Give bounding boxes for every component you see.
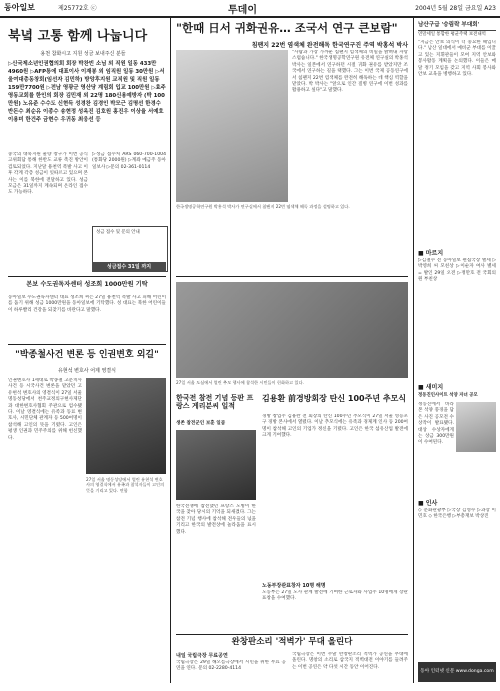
- obituary-section-title: ■ 마르지: [418, 250, 444, 257]
- personnel-body-text: ◇ 문화관광부 ▷국장 김영수 ▷과장 이민호 ◇ 한국은행 ▷부총재보 박상진: [418, 508, 496, 520]
- left-subhead: 용천 참화시고 지원 성금 보내주신 분들: [40, 51, 126, 57]
- right-column-subhead: 연말세일 통합한 평균주택 보전내역: [418, 32, 486, 37]
- pansori-body-text: 국립극장은 이번 주말 완창판소리 적벽가 공연을 무대에 올린다. 명창의 소리로 삼국지 적벽대전 이야기를 들려주는 이번 공연은 약 다섯 시간 동안 이어진다.: [292, 652, 408, 670]
- veteran-headline: 한국전 참전 기념 등판 프랑스 게리분씨 일적: [176, 394, 254, 411]
- veteran-body-text: 한국전쟁에 참전했던 프랑스 노병이 한국을 찾아 당시의 기억을 되새겼다. 그는 참전 기념 행사에 참석해 전우들의 넋을 기리고 한국의 발전상에 놀라움을 표시했다.: [176, 504, 256, 535]
- scientist-photo-caption: 한국생명공학연구원 박홍석 박사가 연구실에서 침팬지 22번 염색체 해독 과정을 설명하고 있다.: [176, 204, 350, 209]
- contest-body-text: 정동진에서 바라본 석양 풍경을 담은 사진 공모전 수상작이 발표됐다. 대상 수상자에게는 상금 300만원이 수여된다.: [418, 402, 454, 446]
- memorial-body-text: 경방 창업주 김용완 전 회장의 탄신 100주년 추모식이 27일 서울 영등포구 경방 본사에서 열렸다. 이날 추모식에는 유족과 경제계 인사 등 200여명이 참석해 고인의 기업가 정신을 기렸다. 고인은 한국 섬유산업 발전에 크게 기여했다.: [262, 414, 408, 439]
- donor-list: ▷신국제소년인권협의회 회장 박찬빈 소님 외 직원 일동 433만4960원 ▷AFP통에 대표이사 이재봉 외 임직원 일동 30만원 ▷서울여대총동창회(임선자 김민하) 방앙후지원 교직원 및 직원 일동 159만7700원 ▷전남 영광군 영산당 계림회 입교 100만원 ▷효주 영동교회를 한인의 회장 김민재 외 22명 180신용예방자 (박 100만원) 노유준 수수도 신현득 성경찬 김경인 박모근 김명선 한경수 반돈수 최순유 이종수 송현정 성옥진 김호원 홍진우 이상율 서예호 이용미 한건주 금현수 우귀동 최웅선 등: [8, 61, 166, 123]
- divider: [176, 634, 408, 635]
- left-bottom-subhead: 유현석 변호사 어제 영결식: [58, 368, 116, 374]
- center-top-body-text: "사람과 가장 가까운 침팬지 염색체의 비밀을 밝혀내 자랑스럽습니다." 한국생명공학연구원 유전체 연구실의 박홍석 박사는 일본에서 연구하던 시절 귀화 권유를 받았지만 조국에서 연구하는 길을 택했다. 그는 이번 국제 공동연구에서 침팬지 22번 염색체를 완전히 해독하는 데 핵심 역할을 맡았다. 박 박사는 "앞으로 인간 질병 연구에 이번 성과를 활용하고 싶다"고 말했다.: [292, 50, 408, 94]
- award-headline: 노동부장관표창자 10명 해명: [262, 583, 326, 589]
- right-column-headline: 남산구급 '숭림락 부대회': [418, 20, 496, 31]
- left-bottom-headline: "박종철사건 변론 등 인권변호 외길": [15, 350, 159, 360]
- left-bottom-body-text: 인권변호사 1세대로 박종철 고문치사 사건 등 시국사건 변론을 맡았던 고 유현석 변호사의 영결식이 27일 서울 명동성당에서 천주교정의구현사제단과 대한변호사협회 주관으로 엄수됐다. 이날 영결식에는 유족과 동료 변호사, 시민단체 관계자 등 500여명이 참석해 고인의 뜻을 기렸다. 고인은 평생 인권과 민주주의를 위해 헌신했다.: [8, 378, 82, 441]
- theater-body-text: 국립극장은 29일 해오름극장에서 시민을 위한 무료 공연을 연다. 문의 02-2280-4114: [176, 660, 286, 672]
- left-headline: 북녘 고통 함께 나눕니다: [8, 29, 148, 44]
- memorial-photo-caption: 27일 서울 도심에서 열린 추모 행사에 참석한 시민들이 헌화하고 있다.: [176, 380, 304, 385]
- column-divider: [413, 18, 414, 683]
- personnel-section-title: ■ 인사: [418, 500, 438, 507]
- donation-notice-box: 성금 접수 및 문의 안내: [92, 226, 168, 272]
- publication-name: 동아일보: [4, 3, 35, 12]
- theater-headline: 내일 국립극장 무료공연: [176, 653, 228, 659]
- funeral-photo-caption: 27일 서울 명동성당에서 열린 유현석 변호사의 영결식에서 유족과 참석자들이 고인의 뜻을 기리고 있다. 연합: [86, 477, 165, 493]
- veteran-subhead: 생존 참전군인 보훈 일곱: [176, 421, 226, 426]
- memorial-headline: 김용환 前경방회장 탄신 100주년 추모식: [262, 394, 407, 403]
- issue-number: 제25772호 ⓒ: [58, 5, 97, 12]
- memorial-event-photo: [176, 282, 408, 378]
- veteran-photo: [176, 430, 256, 500]
- divider: [8, 344, 166, 345]
- deadline-banner: 성금접수 31일 까지: [92, 262, 166, 272]
- column-divider: [170, 18, 171, 683]
- award-body-text: 노동부는 27일 노사 관계 발전에 기여한 근로자와 사업주 10명에게 장관 표창을 수여했다.: [262, 590, 408, 602]
- right-column-body-text: "지금은 안보 의식이 더 중요한 때입니다." 남산 일대에서 예비군 부대를 이끌고 있는 지휘관들이 모여 지역 안보와 봉사활동 계획을 논의했다. 이들은 매달 정기 모임을 갖고 지역 사회 봉사와 안보 교육을 병행하고 있다.: [418, 40, 496, 78]
- obituary-body-text: ▷김철수 전 동아일보 편집국장 별세 ▷박영희 씨 모친상 ▷이순자 여사 별세 = 발인 29일 오전 ▷정만호 전 국회의원 부친상: [418, 258, 496, 283]
- funeral-photo: [86, 378, 166, 474]
- center-top-headline: "한때 日서 귀화권유… 조국서 연구 큰보람": [176, 21, 398, 35]
- portrait-photo: [456, 402, 496, 452]
- left-body-text: 중국의 대북지원 물량 창구가 이번 공식 고위회담 통해 한반도 교류 촉진 방안이 검토되었다. 지난달 용천역 폭발 사고 이후 각계 각층 성금이 잇따르고 있으며 본사는 이를 북한에 전달하고 있다. 성금 모금은 31일까지 계속되며 온라인 접수도 가능하다.: [8, 152, 88, 196]
- contest-subhead: 정동진인사이트 석양 자녀 공모: [418, 393, 478, 398]
- masthead: [0, 0, 500, 18]
- center-top-subhead: 침팬지 22번 염색체 완전해독 한국연구진 주역 박홍석 박사: [251, 42, 408, 49]
- left-mid-body-text: 동아일보 수도권독자센터 대표 성조희 씨는 27일 용천역 폭발 사고 피해 어린이를 돕기 위해 성금 1000만원을 동아일보에 기탁했다. 성 대표는 북한 어린이들이 하루빨리 건강을 되찾기를 바란다고 말했다.: [8, 295, 166, 313]
- issue-date: 2004년 5월 28일 금요일 A23: [415, 5, 496, 12]
- divider: [8, 276, 166, 277]
- donation-contact: ▷성금 접수처 ARS 060-700-1004 (통화당 2000원) ▷계좌 예금주 동아일보사 ▷문의 02-361-0114: [92, 152, 166, 170]
- advertisement: 동아 인터넷 신문 www.donga.com: [418, 662, 496, 682]
- scientist-photo: [176, 50, 288, 202]
- section-title: 투데이: [228, 5, 257, 16]
- left-mid-headline: 본보 수도권독자센터 성조희 1000만원 기탁: [26, 281, 148, 288]
- divider: [176, 276, 408, 277]
- contest-section-title: ■ 새미지: [418, 384, 444, 391]
- pansori-headline: 완창판소리 '적벽가' 무대 올린다: [231, 637, 353, 647]
